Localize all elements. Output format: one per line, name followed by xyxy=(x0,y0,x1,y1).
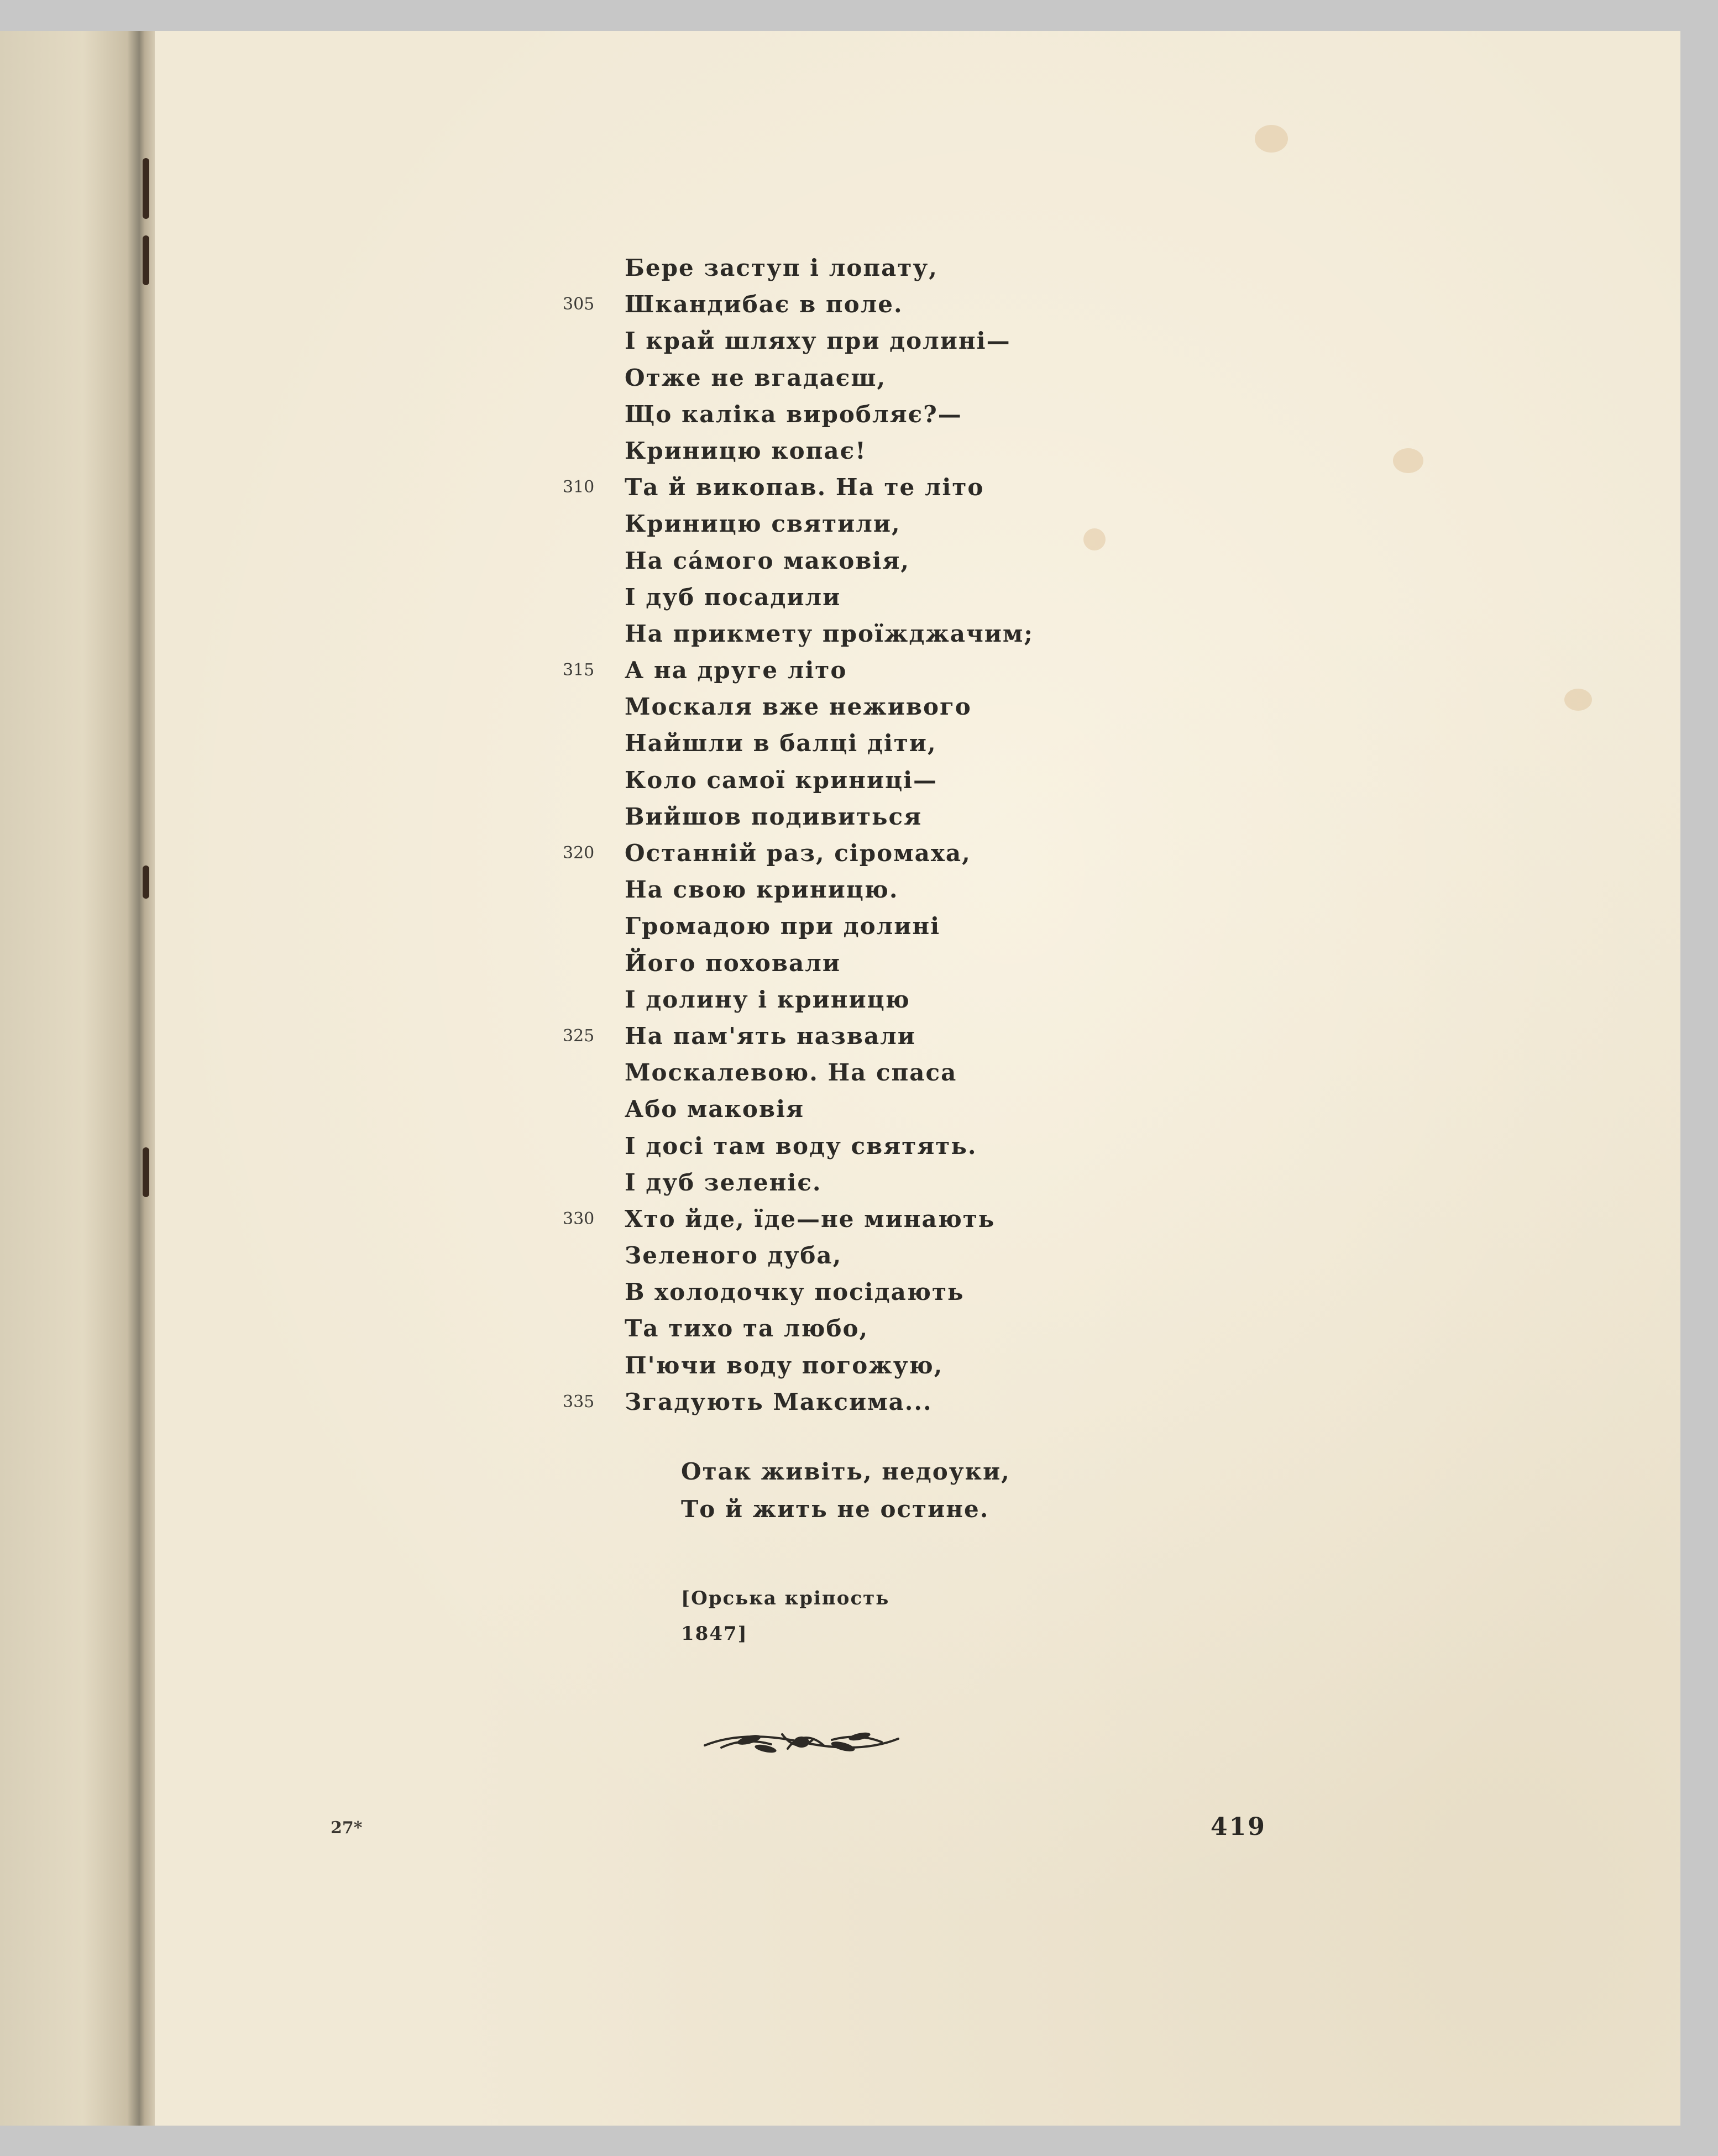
poem-line xyxy=(625,506,1188,542)
poem-line-text: Найшли в балці діти, xyxy=(625,730,937,757)
poem-line-text: І долину і криницю xyxy=(625,985,910,1013)
poem-line xyxy=(625,689,1188,725)
ornament-fleuron xyxy=(699,1723,904,1759)
poem-line xyxy=(625,396,1188,433)
poem-line xyxy=(625,1347,1188,1384)
poem-line xyxy=(625,323,1188,359)
poem-line xyxy=(625,1091,1188,1127)
poem-line-text: А на друге літо xyxy=(625,657,847,684)
spine-mark xyxy=(143,235,149,285)
poem-line-text: Криницю копає! xyxy=(625,437,867,464)
poem-line-text: П'ючи воду погожую, xyxy=(625,1351,944,1379)
poem-line xyxy=(563,652,1188,689)
poem-line xyxy=(563,1201,1188,1237)
poem-line xyxy=(625,433,1188,469)
poem-line xyxy=(625,1310,1188,1347)
poem-line xyxy=(625,579,1188,616)
poem-line xyxy=(625,543,1188,579)
line-number: 335 xyxy=(563,1392,595,1412)
signature-mark: 27* xyxy=(331,1818,363,1838)
poem-line xyxy=(625,799,1188,835)
poem-line xyxy=(625,1164,1188,1201)
poem-line-text: Його поховали xyxy=(625,949,841,977)
poem-line xyxy=(625,945,1188,982)
paper-stain xyxy=(1255,125,1288,153)
poem-line-text: Останній раз, сіромаха, xyxy=(625,840,971,867)
poem-line xyxy=(625,872,1188,908)
poem-line xyxy=(625,1128,1188,1164)
dateline xyxy=(681,1581,889,1651)
poem-line-text: Громадою при долині xyxy=(625,912,941,940)
poem-line-text: На са́мого маковія, xyxy=(625,547,910,574)
poem-line-text: Бере заступ і лопату, xyxy=(625,254,938,281)
poem-line xyxy=(625,982,1188,1018)
poem-line-text: Зеленого дуба, xyxy=(625,1242,842,1270)
spine-mark xyxy=(143,865,149,899)
poem-line xyxy=(625,762,1188,799)
paper-stain xyxy=(1564,689,1592,711)
line-number: 305 xyxy=(563,295,595,314)
poem-line-text: Москаля вже неживого xyxy=(625,693,972,721)
poem-line-text: І дуб посадили xyxy=(625,583,841,611)
poem-line-text: На пам'ять назвали xyxy=(625,1022,916,1050)
poem-line xyxy=(563,1384,1188,1420)
poem-line-text: В холодочку посідають xyxy=(625,1278,965,1306)
poem-line-text: Та тихо та любо, xyxy=(625,1315,869,1342)
line-number: 315 xyxy=(563,660,595,680)
line-number: 325 xyxy=(563,1026,595,1046)
poem-body xyxy=(563,250,1188,1420)
poem-line-text: На прикмету проїжджачим; xyxy=(625,620,1034,647)
poem-line-text: Вийшов подивиться xyxy=(625,802,923,830)
dateline-year: 1847] xyxy=(681,1623,748,1645)
poem-line xyxy=(625,908,1188,945)
poem-line xyxy=(625,1055,1188,1091)
poem-line-text: І досі там воду святять. xyxy=(625,1132,977,1160)
poem-line xyxy=(625,725,1188,762)
book-gutter xyxy=(0,31,155,2126)
poem-line xyxy=(563,835,1188,872)
poem-line xyxy=(625,616,1188,652)
spine-mark xyxy=(143,1147,149,1197)
line-number: 330 xyxy=(563,1209,595,1229)
poem-line-text: Криницю святили, xyxy=(625,510,901,538)
line-number: 320 xyxy=(563,843,595,863)
poem-line xyxy=(563,1018,1188,1055)
coda-line: То й жить не остине. xyxy=(681,1496,989,1523)
poem-line xyxy=(625,360,1188,396)
poem-line-text: Отже не вгадаєш, xyxy=(625,364,887,391)
paper-stain xyxy=(1393,448,1423,473)
poem-line xyxy=(625,1274,1188,1310)
poem-line-text: І край шляху при долині— xyxy=(625,327,1011,355)
spine-mark xyxy=(143,158,149,219)
poem-line xyxy=(563,286,1188,323)
poem-line-text: Коло самої криниці— xyxy=(625,766,938,794)
poem-line-text: Що каліка виробляє?— xyxy=(625,400,962,428)
poem-line-text: Та й викопав. На те літо xyxy=(625,474,984,501)
poem-line-text: Москалевою. На спаса xyxy=(625,1059,957,1087)
poem-line-text: Або маковія xyxy=(625,1095,805,1123)
poem-line-text: Хто йде, їде—не минають xyxy=(625,1205,996,1232)
poem-line-text: Згадують Максима... xyxy=(625,1388,933,1415)
poem-coda xyxy=(681,1454,1010,1529)
dateline-place: [Орська кріпость xyxy=(681,1587,890,1609)
poem-line xyxy=(625,1237,1188,1274)
page-number: 419 xyxy=(1211,1813,1266,1841)
poem-line-text: Шкандибає в поле. xyxy=(625,291,903,318)
poem-line xyxy=(625,250,1188,286)
poem-line xyxy=(563,469,1188,506)
poem-line-text: На свою криницю. xyxy=(625,876,899,904)
poem-line-text: І дуб зеленіє. xyxy=(625,1168,822,1196)
line-number: 310 xyxy=(563,478,595,497)
coda-line: Отак живіть, недоуки, xyxy=(681,1458,1010,1485)
